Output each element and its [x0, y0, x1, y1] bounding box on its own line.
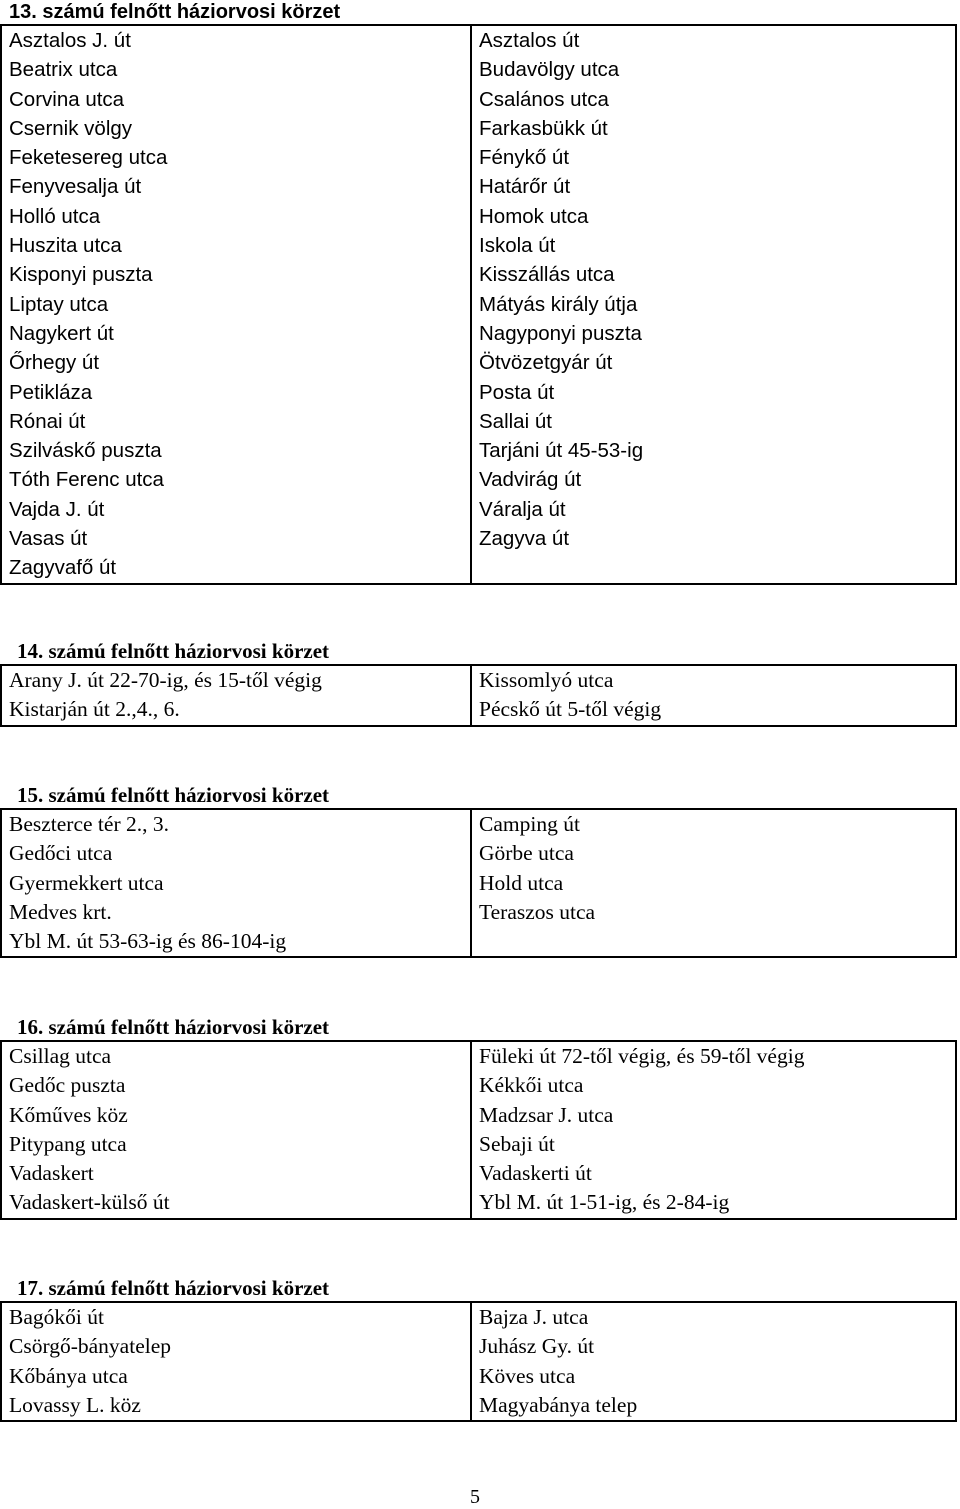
street-entry: Füleki út 72-től végig, és 59-től végig: [479, 1044, 805, 1068]
section-17-right-column: [471, 1302, 956, 1421]
street-entry: Vajda J. út: [9, 497, 105, 521]
street-entry: Határőr út: [479, 175, 571, 199]
street-entry: Medves krt.: [9, 899, 112, 924]
street-entry: Kissomlyó utca: [479, 668, 614, 692]
page-number: 5: [470, 1486, 480, 1508]
street-entry: Szilváskő puszta: [9, 439, 162, 463]
street-entry: Pécskő út 5-től végig: [479, 697, 662, 722]
street-entry: Farkasbükk út: [479, 116, 608, 140]
street-entry: Csillag utca: [9, 1044, 112, 1068]
section-13-table: [0, 24, 957, 585]
section-13-right-column: [471, 25, 956, 584]
street-entry: Feketesereg utca: [9, 146, 168, 170]
street-entry: Magyabánya telep: [479, 1392, 638, 1417]
street-entry: Vadvirág út: [479, 468, 582, 492]
section-15-left-column: [1, 809, 471, 957]
street-entry: Hold utca: [479, 870, 564, 895]
street-entry: Teraszos utca: [479, 899, 596, 924]
street-entry: Juhász Gy. út: [479, 1334, 595, 1359]
street-entry: Tóth Ferenc utca: [9, 468, 164, 492]
street-entry: Kisszállás utca: [479, 263, 615, 287]
street-entry: Köves utca: [479, 1363, 576, 1388]
street-entry: Mátyás király útja: [479, 292, 638, 316]
street-entry: Sebaji út: [479, 1131, 555, 1156]
street-entry: Liptay utca: [9, 292, 109, 316]
street-entry: Kékkői utca: [479, 1073, 584, 1098]
street-entry: Budavölgy utca: [479, 58, 620, 82]
street-entry: Fénykő út: [479, 146, 570, 170]
street-entry: Kistarján út 2.,4., 6.: [9, 697, 180, 722]
street-entry: Holló utca: [9, 204, 101, 228]
street-entry: Ybl M. út 1-51-ig, és 2-84-ig: [479, 1190, 730, 1215]
street-entry: Huszita utca: [9, 234, 122, 258]
section-14-title: 14. számú felnőtt háziorvosi körzet: [17, 639, 330, 663]
street-entry: Ötvözetgyár út: [479, 351, 613, 375]
street-entry: Asztalos út: [479, 29, 580, 52]
section-14-table: [0, 664, 957, 727]
street-entry: Fenyvesalja út: [9, 175, 142, 199]
street-entry: Beszterce tér 2., 3.: [9, 812, 169, 836]
section-16-table: [0, 1040, 957, 1220]
street-entry: Tarjáni út 45-53-ig: [479, 439, 644, 463]
street-entry: Homok utca: [479, 204, 589, 228]
street-entry: Bagókői út: [9, 1305, 104, 1329]
section-13-left-column: [1, 25, 471, 584]
section-15-right-column: [471, 809, 956, 957]
section-13-title: 13. számú felnőtt háziorvosi körzet: [9, 1, 341, 23]
section-16-left-column: [1, 1041, 471, 1219]
street-entry: Beatrix utca: [9, 58, 118, 82]
section-17-left-column: [1, 1302, 471, 1421]
street-entry: Nagykert út: [9, 321, 114, 345]
street-entry: Kőműves köz: [9, 1102, 128, 1127]
street-entry: Zagyvafő út: [9, 556, 117, 580]
street-entry: Madzsar J. utca: [479, 1102, 614, 1127]
street-entry: Lovassy L. köz: [9, 1392, 141, 1417]
street-entry: Gedőc puszta: [9, 1073, 126, 1098]
street-entry: Nagyponyi puszta: [479, 321, 642, 345]
section-17-title: 17. számú felnőtt háziorvosi körzet: [17, 1276, 330, 1300]
street-entry: Pitypang utca: [9, 1131, 127, 1156]
street-entry: Posta út: [479, 380, 555, 404]
section-14-right-column: [471, 665, 956, 726]
street-entry: Csörgő-bányatelep: [9, 1334, 172, 1359]
street-entry: Petikláza: [9, 380, 93, 404]
street-entry: Camping út: [479, 812, 580, 836]
street-entry: Vasas út: [9, 527, 88, 551]
section-16-title: 16. számú felnőtt háziorvosi körzet: [17, 1015, 330, 1039]
street-entry: Bajza J. utca: [479, 1305, 589, 1329]
street-entry: Csalános utca: [479, 87, 609, 111]
street-entry: Gedőci utca: [9, 841, 113, 866]
street-entry: Vadaskert-külső út: [9, 1190, 170, 1215]
street-entry: Sallai út: [479, 409, 552, 433]
street-entry: Vadaskerti út: [479, 1161, 592, 1186]
section-15-title: 15. számú felnőtt háziorvosi körzet: [17, 783, 330, 807]
street-entry: Zagyva út: [479, 527, 570, 551]
street-entry: Váralja út: [479, 497, 566, 521]
street-entry: Rónai út: [9, 409, 86, 433]
street-entry: Asztalos J. út: [9, 29, 131, 52]
street-entry: Arany J. út 22-70-ig, és 15-től végig: [9, 668, 322, 692]
street-entry: Iskola út: [479, 234, 556, 258]
street-entry: Corvina utca: [9, 87, 125, 111]
street-entry: Ybl M. út 53-63-ig és 86-104-ig: [9, 929, 287, 954]
street-entry: Görbe utca: [479, 841, 574, 866]
street-entry: Vadaskert: [9, 1161, 94, 1186]
street-entry: Őrhegy út: [9, 351, 100, 375]
street-entry: Kőbánya utca: [9, 1363, 128, 1388]
section-14-left-column: [1, 665, 471, 726]
street-entry: Kisponyi puszta: [9, 263, 153, 287]
section-15-table: [0, 808, 957, 958]
street-entry: Csernik völgy: [9, 116, 133, 140]
street-entry: Gyermekkert utca: [9, 870, 164, 895]
section-17-table: [0, 1301, 957, 1422]
section-16-right-column: [471, 1041, 956, 1219]
